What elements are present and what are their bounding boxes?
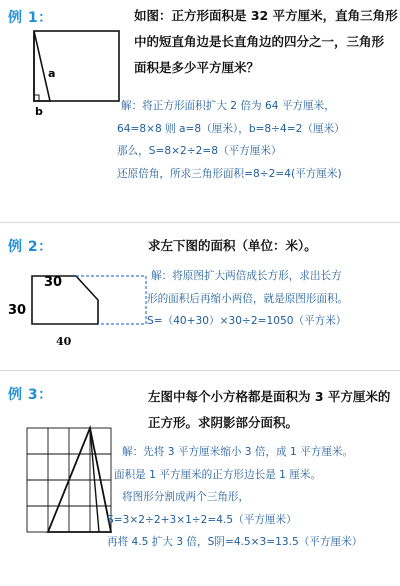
question-line: 如图：正方形面积是 32 平方厘米，直角三角形 bbox=[134, 8, 398, 23]
solution-line: 64=8×8 则 a=8（厘米），b=8÷4=2（厘米） bbox=[117, 122, 345, 135]
solution-line: 将图形分割成两个三角形， bbox=[122, 491, 250, 503]
dashed-extension bbox=[76, 276, 146, 324]
example-2-label: 例 2： bbox=[8, 239, 53, 255]
solution-line: 解：先将 3 平方厘米缩小 3 倍，成 1 平方厘米。 bbox=[122, 446, 354, 458]
trapezoid-shape bbox=[32, 276, 98, 324]
example-1-solution bbox=[117, 95, 345, 185]
example-2-question: 求左下图的面积（单位：米）。 bbox=[148, 238, 317, 253]
solution-line: 再将 4.5 扩大 3 倍，S阴=4.5×3=13.5（平方厘米） bbox=[107, 536, 363, 548]
example-3-label: 例 3： bbox=[8, 387, 53, 403]
question-line: 面积是多少平方厘米？ bbox=[134, 60, 260, 75]
example-1-question bbox=[134, 3, 398, 81]
solution-line: S=（40+30）×30÷2=1050（平方米） bbox=[147, 315, 347, 327]
question-line: 中的短直角边是长直角边的四分之一，三角形 bbox=[134, 34, 385, 49]
solution-line: 面积是 1 平方厘米的正方形边长是 1 厘米。 bbox=[114, 468, 322, 481]
question-line: 正方形。求阴影部分面积。 bbox=[148, 415, 299, 430]
divider bbox=[0, 370, 400, 371]
label-b: b bbox=[35, 105, 43, 118]
solution-line: 解：将原图扩大两倍成长方形，求出长方 bbox=[151, 270, 342, 282]
example-3-question bbox=[148, 384, 390, 436]
label-left: 30 bbox=[8, 303, 27, 318]
solution-line: S=3×2÷2+3×1÷2=4.5（平方厘米） bbox=[107, 513, 297, 526]
label-a: a bbox=[48, 67, 56, 80]
example-1-figure bbox=[22, 25, 132, 120]
solution-line: 解：将正方形面积扩大 2 倍为 64 平方厘米， bbox=[121, 100, 335, 112]
example-2-solution bbox=[147, 265, 349, 333]
solution-line: 形的面积后再缩小两倍，就是原图形面积。 bbox=[147, 292, 349, 305]
right-triangle bbox=[34, 31, 50, 101]
label-top: 30 bbox=[44, 275, 63, 290]
solution-line: 还原倍角，所求三角形面积=8÷2=4(平方厘米) bbox=[117, 167, 342, 180]
solution-line: 那么，S=8×2÷2=8（平方厘米） bbox=[117, 145, 282, 157]
example-2-figure bbox=[8, 268, 158, 353]
divider bbox=[0, 222, 400, 223]
label-bottom: 40 bbox=[56, 335, 72, 348]
example-1-label: 例 1： bbox=[8, 10, 53, 26]
question-line: 左图中每个小方格都是面积为 3 平方厘米的 bbox=[148, 389, 391, 404]
example-3-solution bbox=[107, 441, 363, 554]
square bbox=[34, 31, 119, 101]
